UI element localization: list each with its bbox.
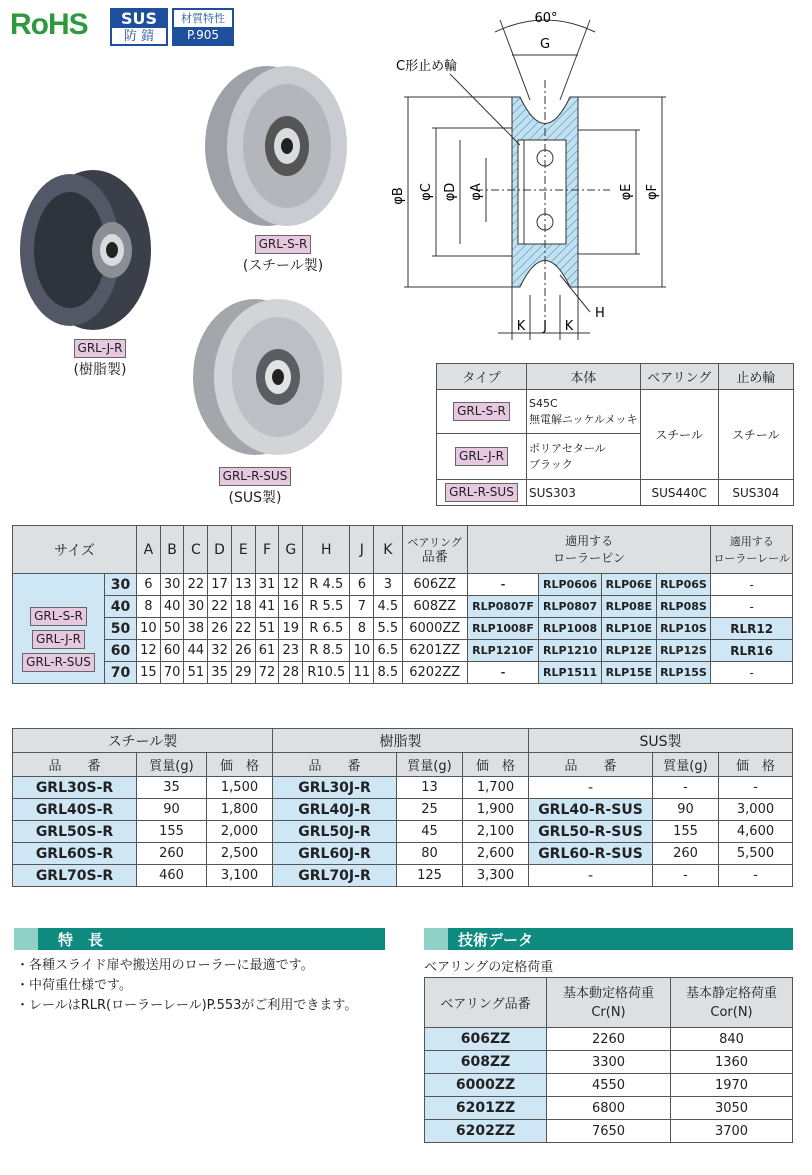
dim-phi-b: φB — [391, 187, 406, 205]
product-mass: 35 — [137, 777, 207, 799]
body-header: 本体 — [527, 364, 641, 390]
tech-cr: 3300 — [547, 1051, 671, 1074]
dim-value: 41 — [255, 596, 279, 618]
tech-cr-header-2: Cr(N) — [591, 1004, 626, 1020]
price-row — [13, 777, 793, 799]
product-price: 2,600 — [463, 843, 529, 865]
dim-value: 8 — [137, 596, 161, 618]
product-code: GRL60-R-SUS — [529, 843, 653, 865]
body-steel-2: 無電解ニッケルメッキ — [529, 412, 638, 426]
mass-header-resin: 質量(g) — [397, 753, 463, 777]
tech-cor: 1360 — [671, 1051, 793, 1074]
product-mass: 260 — [137, 843, 207, 865]
dim-value: 50 — [160, 618, 184, 640]
tech-row — [425, 1120, 793, 1143]
roller-rail: - — [711, 596, 793, 618]
material-badge — [172, 8, 234, 46]
tech-row — [425, 1028, 793, 1051]
product-price: 5,500 — [719, 843, 793, 865]
product-mass: 125 — [397, 865, 463, 887]
tech-cr-header-1: 基本動定格荷重 — [562, 985, 654, 1001]
roller-pin: RLP15E — [602, 662, 656, 684]
tech-title: 技術データ — [458, 931, 534, 949]
product-price: - — [719, 777, 793, 799]
tech-cor-header-1: 基本静定格荷重 — [685, 985, 777, 1001]
tech-row — [425, 1074, 793, 1097]
product-code: GRL40S-R — [13, 799, 137, 821]
product-price: - — [719, 865, 793, 887]
roller-pin: - — [467, 574, 538, 596]
product-code: GRL30J-R — [273, 777, 397, 799]
product-mass: 25 — [397, 799, 463, 821]
body-resin-2: ブラック — [529, 457, 573, 471]
product-price: 2,500 — [207, 843, 273, 865]
type-steel: GRL-S-R — [453, 402, 510, 421]
size-value: 30 — [105, 574, 137, 596]
product-code: GRL70J-R — [273, 865, 397, 887]
roller-pin: RLP0807 — [539, 596, 602, 618]
dim-value: R 8.5 — [303, 640, 350, 662]
dim-value: 18 — [231, 596, 255, 618]
angle-label: 60° — [534, 11, 558, 26]
price-row — [13, 843, 793, 865]
size-row — [13, 596, 793, 618]
dim-k-left: K — [516, 319, 526, 334]
dim-value: 32 — [208, 640, 232, 662]
dim-phi-d: φD — [443, 182, 458, 202]
roller-pin: RLP15S — [656, 662, 711, 684]
product-price: 1,500 — [207, 777, 273, 799]
dim-header-a: A — [137, 526, 161, 574]
product-code: - — [529, 777, 653, 799]
rohs-logo: RoHS — [10, 8, 88, 41]
ring-header: 止め輪 — [718, 364, 793, 390]
feature-item-3: ・レールはRLR(ローラーレール)P.553がご利用できます。 — [16, 998, 358, 1013]
tech-subtitle: ベアリングの定格荷重 — [424, 960, 554, 975]
price-row — [13, 821, 793, 843]
body-resin-1: ポリアセタール — [529, 441, 606, 455]
roller-pin: RLP1008F — [467, 618, 538, 640]
product-code: GRL60S-R — [13, 843, 137, 865]
dim-value: 16 — [279, 596, 303, 618]
code-header-steel: 品 番 — [13, 753, 137, 777]
roller-rail: - — [711, 662, 793, 684]
dim-value: 8 — [350, 618, 374, 640]
dim-value: 26 — [231, 640, 255, 662]
dim-value: 6 — [350, 574, 374, 596]
product-price: 1,900 — [463, 799, 529, 821]
tech-bearing: 606ZZ — [425, 1028, 547, 1051]
body-sus: SUS303 — [527, 480, 641, 506]
product-code: - — [529, 865, 653, 887]
tech-bearing: 6201ZZ — [425, 1097, 547, 1120]
dim-phi-e: φE — [619, 183, 634, 201]
dim-value: 8.5 — [374, 662, 402, 684]
type-badges-cell — [13, 574, 105, 684]
stop-ring-label: C形止め輪 — [396, 59, 458, 74]
feature-item-2: ・中荷重仕様です。 — [16, 978, 132, 993]
dim-value: 29 — [231, 662, 255, 684]
dim-phi-a: φA — [469, 183, 484, 201]
product-code-steel: GRL-S-R — [255, 235, 312, 254]
roller-pin: RLP0606 — [539, 574, 602, 596]
tech-row — [425, 1097, 793, 1120]
roller-pin: RLP0807F — [467, 596, 538, 618]
product-mass: - — [653, 777, 719, 799]
roller-pin: - — [467, 662, 538, 684]
dim-value: 31 — [255, 574, 279, 596]
tech-bearing-header: ベアリング品番 — [425, 978, 547, 1028]
dim-value: 72 — [255, 662, 279, 684]
mass-header-sus: 質量(g) — [653, 753, 719, 777]
body-steel-1: S45C — [529, 396, 558, 410]
product-code: GRL40-R-SUS — [529, 799, 653, 821]
product-price: 3,300 — [463, 865, 529, 887]
dim-value: 22 — [208, 596, 232, 618]
product-price: 2,000 — [207, 821, 273, 843]
roller-pin: RLP1210F — [467, 640, 538, 662]
price-header-steel: 価 格 — [207, 753, 273, 777]
sus-badge-bottom: 防 錆 — [123, 29, 155, 44]
roller-pin: RLP08S — [656, 596, 711, 618]
dim-value: 10 — [350, 640, 374, 662]
dim-value: 70 — [160, 662, 184, 684]
dim-header-e: E — [231, 526, 255, 574]
bearing-no: 6202ZZ — [402, 662, 467, 684]
roller-pin: RLP1511 — [539, 662, 602, 684]
product-mass: 13 — [397, 777, 463, 799]
product-mass: 460 — [137, 865, 207, 887]
size-value: 40 — [105, 596, 137, 618]
type-sus: GRL-R-SUS — [445, 483, 518, 502]
dim-value: 60 — [160, 640, 184, 662]
product-code: GRL60J-R — [273, 843, 397, 865]
bearing-load-table — [424, 977, 793, 1143]
dim-value: 22 — [231, 618, 255, 640]
dim-value: R 6.5 — [303, 618, 350, 640]
dim-value: 51 — [255, 618, 279, 640]
dim-value: 61 — [255, 640, 279, 662]
product-mass: - — [653, 865, 719, 887]
tech-cr: 7650 — [547, 1120, 671, 1143]
dim-phi-f: φF — [645, 183, 660, 201]
size-dimension-table — [12, 525, 793, 684]
dim-value: 51 — [184, 662, 208, 684]
bearing-no: 606ZZ — [402, 574, 467, 596]
tech-header — [424, 928, 793, 950]
price-row — [13, 799, 793, 821]
code-header-sus: 品 番 — [529, 753, 653, 777]
dimension-drawing — [380, 0, 810, 345]
size-row — [13, 662, 793, 684]
roller-rail: RLR12 — [711, 618, 793, 640]
roller-pin: RLP10E — [602, 618, 656, 640]
product-mass: 45 — [397, 821, 463, 843]
dim-header-c: C — [184, 526, 208, 574]
product-code: GRL50-R-SUS — [529, 821, 653, 843]
bearing-no: 6000ZZ — [402, 618, 467, 640]
size-value: 50 — [105, 618, 137, 640]
product-price: 2,100 — [463, 821, 529, 843]
bearing-no-header-2: 品番 — [421, 549, 448, 565]
roller-steel-photo — [195, 58, 355, 233]
roller-pin: RLP1210 — [539, 640, 602, 662]
dim-value: 12 — [137, 640, 161, 662]
sus-badge-top: SUS — [112, 10, 166, 28]
bearing-no-header-1: ベアリング — [407, 535, 462, 549]
roller-pin: RLP06S — [656, 574, 711, 596]
dim-value: 6.5 — [374, 640, 402, 662]
ring-sus: SUS304 — [718, 480, 793, 506]
product-mass: 260 — [653, 843, 719, 865]
group-steel: スチール製 — [13, 729, 273, 753]
product-mass: 155 — [653, 821, 719, 843]
dim-value: 28 — [279, 662, 303, 684]
rail-header-1: 適用する — [729, 534, 774, 548]
feature-item-1: ・各種スライド扉や搬送用のローラーに最適です。 — [16, 958, 314, 973]
dim-value: R10.5 — [303, 662, 350, 684]
tech-cor: 1970 — [671, 1074, 793, 1097]
mass-header-steel: 質量(g) — [137, 753, 207, 777]
material-badge-top: 材質特性 — [181, 12, 225, 25]
product-code: GRL50S-R — [13, 821, 137, 843]
dim-header-g: G — [279, 526, 303, 574]
tech-cr: 2260 — [547, 1028, 671, 1051]
dim-value: 30 — [184, 596, 208, 618]
dim-header-j: J — [350, 526, 374, 574]
dim-j: J — [543, 319, 547, 334]
tech-bearing: 6202ZZ — [425, 1120, 547, 1143]
product-price: 1,800 — [207, 799, 273, 821]
dim-value: 44 — [184, 640, 208, 662]
tech-row — [425, 1051, 793, 1074]
code-header-resin: 品 番 — [273, 753, 397, 777]
size-row — [13, 640, 793, 662]
product-code: GRL70S-R — [13, 865, 137, 887]
dim-value: 38 — [184, 618, 208, 640]
dim-value: 3 — [374, 574, 402, 596]
roller-black-photo — [8, 160, 158, 340]
dim-phi-c: φC — [419, 183, 434, 201]
dim-g: G — [539, 37, 551, 52]
dim-value: 19 — [279, 618, 303, 640]
dim-header-k: K — [374, 526, 402, 574]
product-mass: 80 — [397, 843, 463, 865]
product-material-resin: (樹脂製) — [73, 362, 127, 378]
product-material-sus: (SUS製) — [228, 490, 282, 506]
roller-sus-photo — [180, 292, 355, 462]
dim-value: 26 — [208, 618, 232, 640]
roller-rail: - — [711, 574, 793, 596]
tech-cr: 6800 — [547, 1097, 671, 1120]
product-code-sus: GRL-R-SUS — [219, 467, 292, 486]
rail-header-2: ローラーレール — [713, 551, 790, 565]
price-row — [13, 865, 793, 887]
product-code: GRL50J-R — [273, 821, 397, 843]
roller-pin: RLP12E — [602, 640, 656, 662]
group-sus: SUS製 — [529, 729, 793, 753]
size-type-badge: GRL-R-SUS — [22, 653, 95, 672]
dim-value: R 5.5 — [303, 596, 350, 618]
roller-pin: RLP12S — [656, 640, 711, 662]
product-mass: 90 — [653, 799, 719, 821]
dim-value: 17 — [208, 574, 232, 596]
roller-pin: RLP1008 — [539, 618, 602, 640]
dim-value: 6 — [137, 574, 161, 596]
dim-value: 10 — [137, 618, 161, 640]
size-row — [13, 574, 793, 596]
features-header — [14, 928, 385, 950]
dim-value: 5.5 — [374, 618, 402, 640]
dim-value: 4.5 — [374, 596, 402, 618]
roller-rail: RLR16 — [711, 640, 793, 662]
product-price: 4,600 — [719, 821, 793, 843]
price-header-resin: 価 格 — [463, 753, 529, 777]
product-code: GRL40J-R — [273, 799, 397, 821]
size-header: サイズ — [13, 526, 137, 574]
group-resin: 樹脂製 — [273, 729, 529, 753]
dim-value: 12 — [279, 574, 303, 596]
product-code: GRL30S-R — [13, 777, 137, 799]
dim-value: 15 — [137, 662, 161, 684]
tech-bearing: 608ZZ — [425, 1051, 547, 1074]
product-price: 3,000 — [719, 799, 793, 821]
dim-k-right: K — [564, 319, 574, 334]
dim-header-d: D — [208, 526, 232, 574]
roller-pin: RLP10S — [656, 618, 711, 640]
tech-cr: 4550 — [547, 1074, 671, 1097]
dim-value: R 4.5 — [303, 574, 350, 596]
product-price: 3,100 — [207, 865, 273, 887]
pin-header-2: ローラーピン — [553, 550, 626, 565]
dim-value: 11 — [350, 662, 374, 684]
tech-cor-header-2: Cor(N) — [710, 1004, 753, 1020]
bearing-no: 6201ZZ — [402, 640, 467, 662]
product-price: 1,700 — [463, 777, 529, 799]
dim-value: 7 — [350, 596, 374, 618]
roller-pin: RLP06E — [602, 574, 656, 596]
type-resin: GRL-J-R — [455, 447, 508, 466]
price-table — [12, 728, 793, 887]
ring-shared: スチール — [718, 390, 793, 480]
bearing-header: ベアリング — [640, 364, 718, 390]
dim-value: 30 — [160, 574, 184, 596]
dim-value: 23 — [279, 640, 303, 662]
pin-header-1: 適用する — [565, 533, 614, 548]
tech-bearing: 6000ZZ — [425, 1074, 547, 1097]
dim-value: 40 — [160, 596, 184, 618]
tech-cor: 3700 — [671, 1120, 793, 1143]
features-title: 特 長 — [58, 931, 104, 949]
dim-header-f: F — [255, 526, 279, 574]
price-header-sus: 価 格 — [719, 753, 793, 777]
dim-value: 13 — [231, 574, 255, 596]
size-row — [13, 618, 793, 640]
size-type-badge: GRL-J-R — [32, 630, 85, 649]
type-header: タイプ — [437, 364, 527, 390]
tech-cor: 840 — [671, 1028, 793, 1051]
type-material-table — [436, 363, 794, 506]
size-value: 60 — [105, 640, 137, 662]
roller-pin: RLP08E — [602, 596, 656, 618]
sus-badge — [110, 8, 168, 46]
bearing-no: 608ZZ — [402, 596, 467, 618]
size-type-badge: GRL-S-R — [30, 607, 87, 626]
material-badge-bottom: P.905 — [174, 27, 232, 44]
dim-value: 35 — [208, 662, 232, 684]
product-material-steel: (スチール製) — [242, 258, 324, 274]
product-mass: 90 — [137, 799, 207, 821]
bearing-shared: スチール — [640, 390, 718, 480]
dim-header-h: H — [303, 526, 350, 574]
dim-header-b: B — [160, 526, 184, 574]
product-mass: 155 — [137, 821, 207, 843]
product-code-resin: GRL-J-R — [74, 339, 127, 358]
tech-cor: 3050 — [671, 1097, 793, 1120]
dim-h: H — [595, 306, 605, 321]
bearing-sus: SUS440C — [640, 480, 718, 506]
size-value: 70 — [105, 662, 137, 684]
dim-value: 22 — [184, 574, 208, 596]
